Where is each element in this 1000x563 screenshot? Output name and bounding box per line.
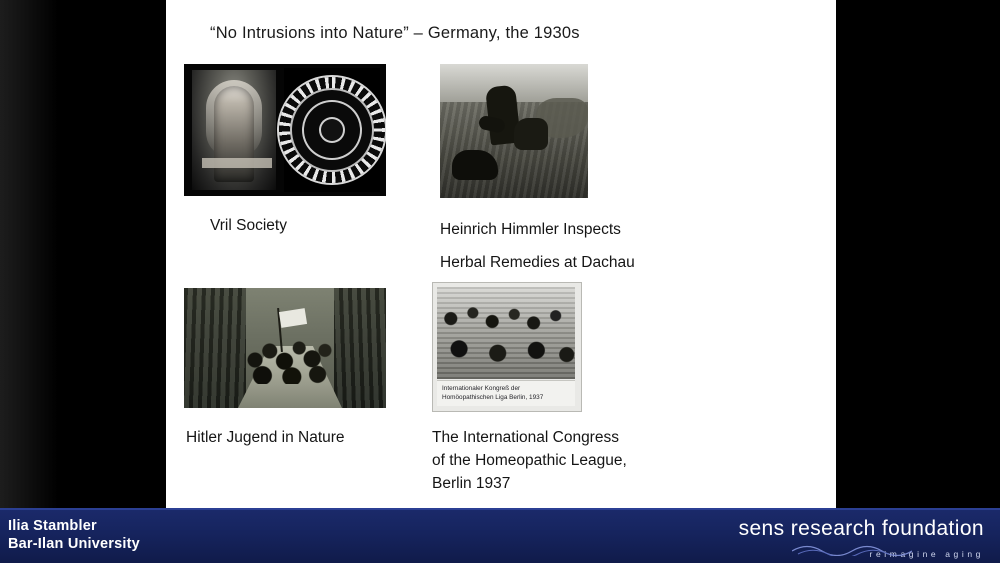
right-letterbox xyxy=(836,0,1000,508)
hj-marching-group xyxy=(244,324,336,384)
hitler-jugend-image xyxy=(184,288,386,408)
vril-society-image xyxy=(184,64,386,196)
congress-caption-line-1: The International Congress xyxy=(432,429,619,446)
vril-society-caption: Vril Society xyxy=(210,217,287,234)
congress-photo-label-line-2: Homöopathischen Liga Berlin, 1937 xyxy=(442,394,544,401)
slide-title: “No Intrusions into Nature” – Germany, the 1930s xyxy=(210,24,580,42)
homeopathic-congress-image xyxy=(432,282,582,412)
left-letterbox xyxy=(0,0,166,508)
hj-left-trees xyxy=(184,288,246,408)
slide-item-vril-society xyxy=(184,64,386,237)
vril-left-panel xyxy=(192,70,276,190)
vril-table-shape xyxy=(202,158,272,168)
footer-bar xyxy=(0,508,1000,563)
presentation-slide xyxy=(166,0,836,508)
brand-logo xyxy=(739,518,984,559)
left-letterbox-gradient xyxy=(0,0,58,508)
congress-photo-label-line-1: Internationaler Kongreß der xyxy=(442,385,521,392)
hitler-jugend-caption: Hitler Jugend in Nature xyxy=(186,429,345,446)
himmler-crouching-figure xyxy=(514,118,548,150)
vril-rune-disc-icon xyxy=(279,77,385,183)
brand-name: sens research foundation xyxy=(738,517,984,540)
brand-tagline: reimagine aging xyxy=(869,549,984,559)
himmler-caption-line-1: Heinrich Himmler Inspects xyxy=(440,221,621,238)
slide-item-homeopathic-congress xyxy=(432,282,627,495)
vril-right-panel xyxy=(284,68,380,192)
himmler-inspection-image xyxy=(440,64,588,198)
congress-photograph xyxy=(437,287,575,379)
footer-accent-line xyxy=(0,508,1000,510)
himmler-foreground-figure xyxy=(452,150,498,180)
congress-photo-label xyxy=(437,380,575,406)
slide-item-himmler xyxy=(440,64,635,274)
speaker-affiliation: Bar-Ilan University xyxy=(8,536,140,552)
speaker-name: Ilia Stambler xyxy=(8,518,97,534)
slide-item-hitler-jugend xyxy=(184,288,386,449)
brand-wave-icon xyxy=(792,544,912,556)
himmler-caption-line-2: Herbal Remedies at Dachau xyxy=(440,254,635,271)
hj-right-trees xyxy=(334,288,386,408)
congress-caption-line-3: Berlin 1937 xyxy=(432,475,511,492)
speaker-info xyxy=(8,517,140,553)
congress-caption-line-2: of the Homeopathic League, xyxy=(432,452,627,469)
